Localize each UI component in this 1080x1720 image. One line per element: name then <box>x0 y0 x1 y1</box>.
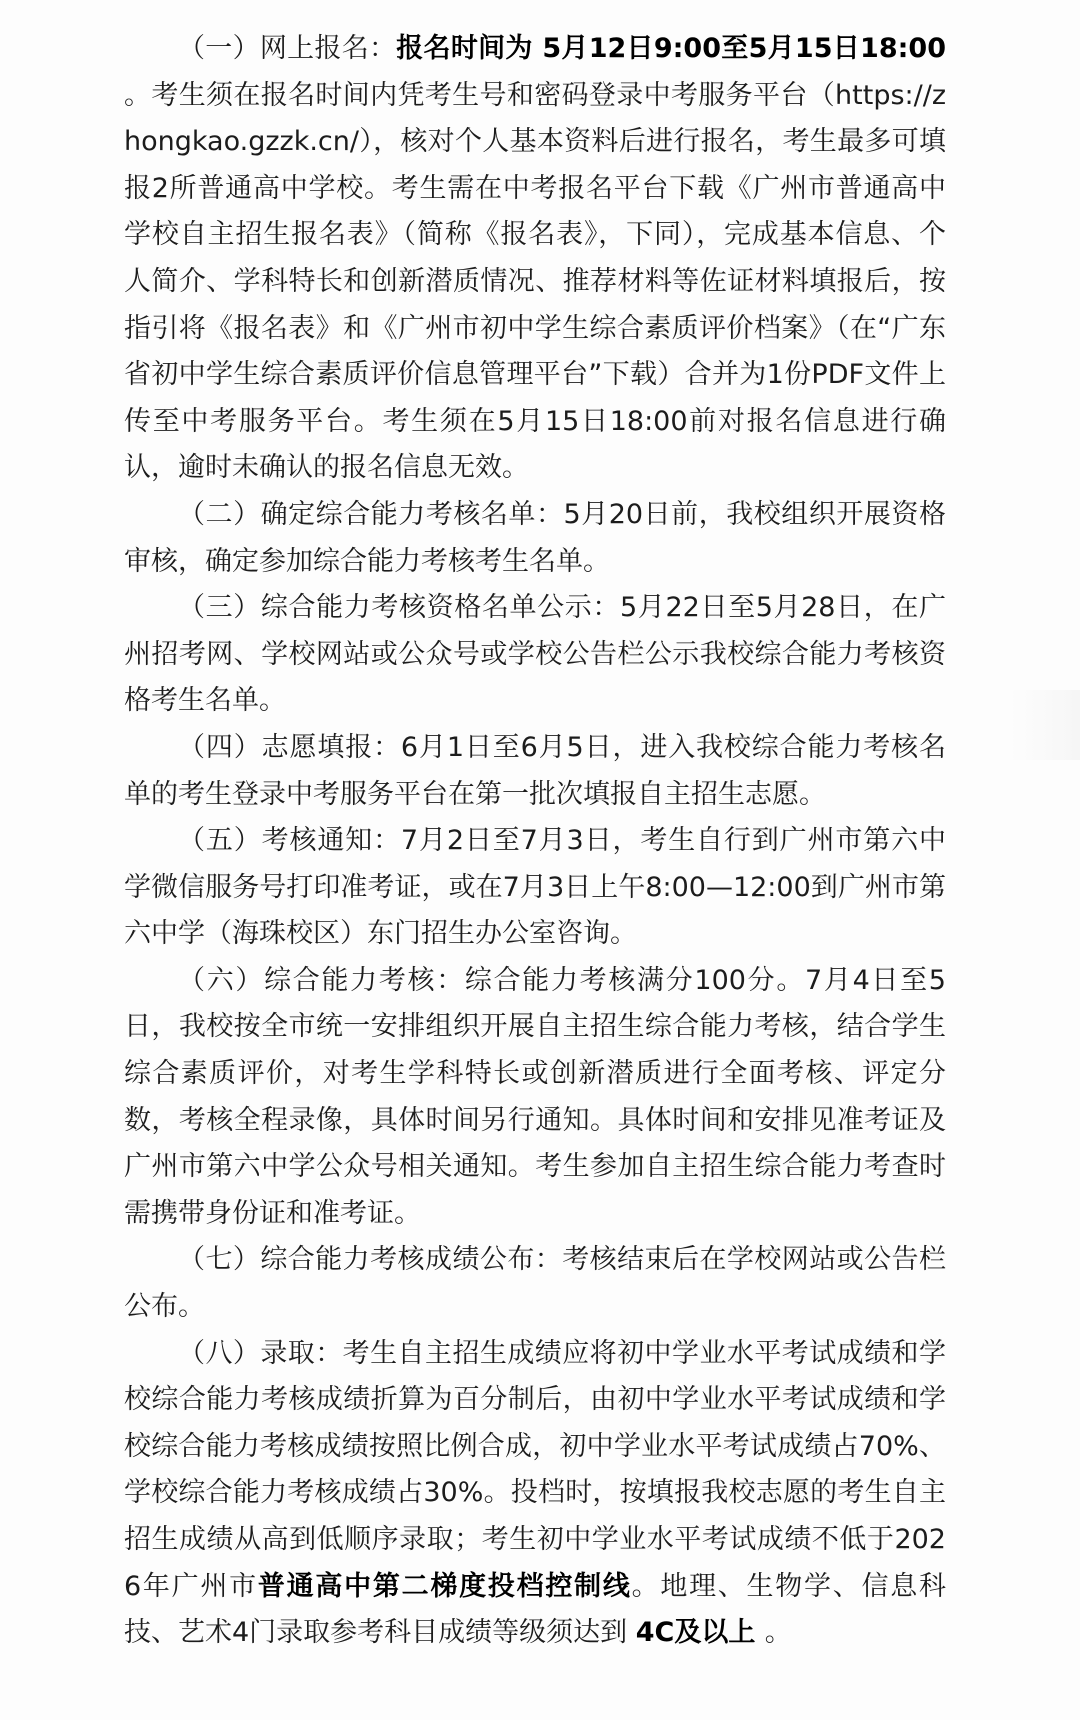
paragraph-exam-notice <box>124 818 946 958</box>
text-segment: （六）综合能力考核：综合能力考核满分100分。7月4日至5日，我校按全市统一安排组织开展自主招生综合能力考核，结合学生综合素质评价，对考生学科特长或创新潜质进行全面考核、评定分数，考核全程录像，具体时间另行通知。具体时间和安排见准考证及广州市第六中学公众号相关通知。考生参加自主招生综合能力考查时需携带身份证和准考证。 <box>124 964 946 1229</box>
paragraph-assessment-list <box>124 492 946 585</box>
text-segment: （八）录取：考生自主招生成绩应将初中学业水平考试成绩和学校综合能力考核成绩折算为百分制后，由初中学业水平考试成绩和学校综合能力考核成绩按照比例合成，初中学业水平考试成绩占70%、学校综合能力考核成绩占30%。投档时，按填报我校志愿的考生自主招生成绩从高到低顺序录取；考生初中学业水平考试成绩不低于2026年广州市 <box>124 1337 946 1602</box>
document-body <box>124 26 946 1657</box>
text-segment: （一）网上报名： <box>178 33 397 64</box>
text-segment: （七）综合能力考核成绩公布：考核结束后在学校网站或公告栏公布。 <box>124 1244 946 1323</box>
paragraph-online-registration <box>124 26 946 492</box>
text-segment: 。考生须在报名时间内凭考生号和密码登录中考服务平台（https://zhongkao.gzzk.cn/），核对个人基本资料后进行报名，考生最多可填报2所普通高中学校。考生需在中考报名平台下载《广州市普通高中学校自主招生报名表》（简称《报名表》，下同），完成基本信息、个人简介、学科特长和创新潜质情况、推荐材料等佐证材料填报后，按指引将《报名表》和《广州市初中学生综合素质评价档案》（在“广东省初中学生综合素质评价信息管理平台”下载）合并为1份PDF文件上传至中考服务平台。考生须在5月15日18:00前对报名信息进行确认，逾时未确认的报名信息无效。 <box>124 79 946 484</box>
text-segment: （二）确定综合能力考核名单：5月20日前，我校组织开展资格审核，确定参加综合能力考核考生名单。 <box>124 498 946 577</box>
paragraph-assessment <box>124 958 946 1238</box>
text-segment: 。地理、生物学、信息科技、艺术4门录取参考科目成绩等级须达到 <box>124 1570 947 1649</box>
paragraph-application <box>124 725 946 818</box>
paragraph-results <box>124 1237 946 1330</box>
paragraph-admission <box>124 1331 946 1657</box>
text-segment: （五）考核通知：7月2日至7月3日，考生自行到广州市第六中学微信服务号打印准考证，或在7月3日上午8:00—12:00到广州市第六中学（海珠校区）东门招生办公室咨询。 <box>124 825 946 950</box>
highlight-registration-time: 报名时间为 5月12日9:00至5月15日18:00 <box>396 33 946 64</box>
highlight-control-line: 普通高中第二梯度投档控制线 <box>257 1570 632 1602</box>
text-segment: 。 <box>764 1617 792 1649</box>
paragraph-list-publicity <box>124 585 946 725</box>
edge-glare <box>1010 690 1080 760</box>
text-segment: （四）志愿填报：6月1日至6月5日，进入我校综合能力考核名单的考生登录中考服务平台在第一批次填报自主招生志愿。 <box>124 731 946 810</box>
text-segment: （三）综合能力考核资格名单公示：5月22日至5月28日，在广州招考网、学校网站或公众号或学校公告栏公示我校综合能力考核资格考生名单。 <box>124 592 946 717</box>
highlight-grade-requirement: 4C及以上 <box>635 1617 765 1649</box>
